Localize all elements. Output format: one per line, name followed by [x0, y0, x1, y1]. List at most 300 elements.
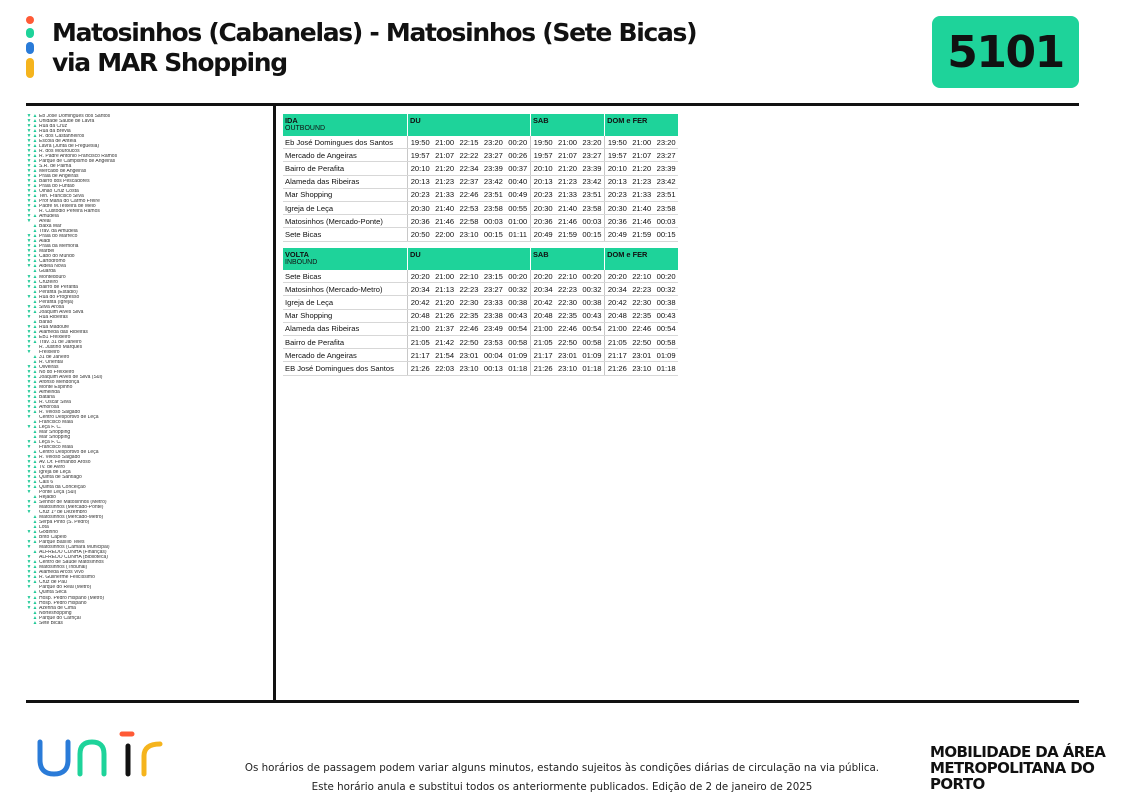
departure-time: 23:42 [481, 175, 505, 188]
departure-time: 01:00 [506, 215, 531, 228]
route-number: 5101 [947, 26, 1064, 78]
direction-arrow-icon: ▼▲ [26, 184, 38, 190]
direction-arrow-icon: ▲ [32, 429, 38, 435]
direction-arrow-icon: ▼▲ [26, 570, 38, 576]
departure-time: 00:15 [580, 228, 605, 241]
stop-name: Bairro de Perafita [39, 284, 78, 290]
departure-time: 22:58 [457, 215, 481, 228]
departure-time: 20:36 [605, 215, 630, 228]
departure-time: 21:40 [432, 201, 456, 214]
direction-arrow-icon: ▼▲ [26, 480, 38, 486]
direction-arrow-icon: ▼ [26, 209, 32, 215]
departure-time: 23:10 [555, 362, 579, 375]
departure-time: 20:10 [605, 162, 630, 175]
departure-time: 21:26 [408, 362, 433, 375]
departure-time: 21:46 [432, 215, 456, 228]
stop-name: Matosinhos (Câmara Municipal) [39, 545, 110, 551]
departure-time: 22:30 [457, 296, 481, 309]
departure-time: 23:49 [481, 322, 505, 335]
direction-arrow-icon: ▲ [32, 229, 38, 235]
departure-time: 23:20 [580, 136, 605, 149]
departure-time: 21:20 [432, 296, 456, 309]
direction-arrow-icon: ▼▲ [26, 194, 38, 200]
stop-name: Quinta Seca [39, 590, 67, 596]
departure-time: 01:09 [506, 349, 531, 362]
stop-list-item [26, 621, 272, 626]
departure-time: 23:10 [457, 228, 481, 241]
timetable-row [283, 270, 678, 283]
direction-arrow-icon: ▼▲ [26, 329, 38, 335]
stop-name: Parque do Real (Metro) [39, 585, 92, 591]
departure-time: 00:04 [481, 349, 505, 362]
departure-time: 00:58 [654, 335, 678, 348]
direction-arrow-icon: ▼▲ [26, 249, 38, 255]
departure-time: 21:07 [630, 149, 654, 162]
stop-name: Lota [39, 525, 49, 531]
departure-time: 22:15 [457, 136, 481, 149]
departure-time: 00:43 [654, 309, 678, 322]
timetable-header-row [283, 114, 678, 125]
direction-arrow-icon: ▼▲ [26, 164, 38, 170]
timetable-stop-name: EB José Domingues dos Santos [283, 362, 408, 375]
stop-name: Oliveiras [39, 364, 59, 370]
departure-time: 22:35 [457, 309, 481, 322]
stop-name: Igreja de Leça [39, 470, 71, 476]
direction-arrow-icon: ▲ [32, 289, 38, 295]
departure-time: 22:23 [630, 283, 654, 296]
direction-arrow-icon: ▼ [26, 314, 32, 320]
stop-name: ALFREDO CUNHA (Finanças) [39, 550, 107, 556]
departure-time: 23:58 [481, 201, 505, 214]
timetable-stop-name: Eb José Domingues dos Santos [283, 136, 408, 149]
direction-arrow-icon: ▼▲ [26, 119, 38, 125]
stop-name: R. Justino Marques [39, 344, 83, 350]
route-number-badge [932, 16, 1079, 88]
stop-name: Cruz 1º de Dezembro [39, 510, 87, 516]
departure-time: 21:59 [630, 228, 654, 241]
direction-arrow-icon: ▼▲ [26, 369, 38, 375]
direction-arrow-icon: ▼▲ [26, 475, 38, 481]
direction-arrow-icon: ▲ [32, 590, 38, 596]
departure-time: 21:33 [555, 188, 579, 201]
stop-name: Hosp. Pedro Hispano [39, 600, 87, 606]
stop-name: Amudela [39, 214, 59, 220]
departure-time: 22:10 [555, 270, 579, 283]
departure-time: 21:00 [605, 322, 630, 335]
direction-arrow-icon: ▲ [32, 610, 38, 616]
header-spacer [530, 125, 604, 136]
departure-time: 00:54 [580, 322, 605, 335]
departure-time: 20:36 [408, 215, 433, 228]
stop-name: Ponte Leça (Sul) [39, 490, 77, 496]
column-divider [273, 106, 276, 702]
timetable-stop-name: Igreja de Leça [283, 201, 408, 214]
departure-time: 20:30 [408, 201, 433, 214]
stop-name: Barão [39, 319, 53, 325]
direction-arrow-icon: ▼▲ [26, 470, 38, 476]
departure-time: 20:20 [605, 270, 630, 283]
departure-time: 00:13 [481, 362, 505, 375]
departure-time: 21:00 [530, 322, 555, 335]
stop-name: Praia de Angeiras [39, 174, 79, 180]
direction-arrow-icon: ▼▲ [26, 334, 38, 340]
dot-blue [26, 42, 34, 54]
timetable-row [283, 283, 678, 296]
departure-time: 19:50 [408, 136, 433, 149]
timetable-subheader-row [283, 125, 678, 136]
departure-time: 22:53 [457, 201, 481, 214]
departure-time: 20:10 [408, 162, 433, 175]
departure-time: 23:01 [457, 349, 481, 362]
direction-arrow-icon: ▼▲ [26, 575, 38, 581]
direction-arrow-icon: ▲ [32, 495, 38, 501]
page-title [52, 18, 696, 78]
departure-time: 22:37 [457, 175, 481, 188]
departure-time: 00:38 [654, 296, 678, 309]
direction-arrow-icon: ▲ [32, 515, 38, 521]
timetable-row [283, 149, 678, 162]
stop-name: Cais 6 [39, 480, 54, 486]
direction-arrow-icon: ▼ [26, 505, 32, 511]
stop-name: R. dos Mouroucos [39, 149, 80, 155]
departure-time: 20:42 [530, 296, 555, 309]
departure-time: 00:38 [580, 296, 605, 309]
stop-name: Freixieiro [39, 349, 60, 355]
stop-name: Rua da Brêvia [39, 129, 71, 135]
timetable-row [283, 201, 678, 214]
departure-time: 00:20 [654, 270, 678, 283]
stop-name: Nó do Freixieiro [39, 369, 75, 375]
departure-time: 22:22 [457, 149, 481, 162]
stop-name: Parque do Carriçal [39, 615, 81, 621]
departure-time: 21:33 [432, 188, 456, 201]
timetable-row [283, 309, 678, 322]
header-spacer [605, 125, 679, 136]
direction-arrow-icon: ▼▲ [26, 129, 38, 135]
stop-name: Hosp. Pedro Hispano (Metro) [39, 595, 105, 601]
stop-name: Rua Madoufe [39, 324, 70, 330]
departure-time: 21:33 [630, 188, 654, 201]
footer-note [236, 759, 888, 797]
logo-letter-r [144, 744, 160, 774]
departure-time: 19:50 [530, 136, 555, 149]
group-du: DU [408, 248, 531, 259]
stop-name: R. Veloso Salgado [39, 455, 81, 461]
direction-arrow-icon: ▼▲ [26, 214, 38, 220]
direction-arrow-icon: ▼▲ [26, 364, 38, 370]
departure-time: 20:20 [530, 270, 555, 283]
timetable-row [283, 162, 678, 175]
stop-name: Brito Capelo [39, 535, 67, 541]
departure-time: 01:09 [580, 349, 605, 362]
departure-time: 23:39 [481, 162, 505, 175]
group-sab: SAB [530, 114, 604, 125]
direction-arrow-icon: ▼▲ [26, 409, 38, 415]
departure-time: 20:42 [408, 296, 433, 309]
stop-name: Matosinhos (Mercado-Metro) [39, 515, 104, 521]
departure-time: 00:15 [481, 228, 505, 241]
departure-time: 20:23 [408, 188, 433, 201]
direction-arrow-icon: ▼▲ [26, 560, 38, 566]
departure-time: 22:23 [457, 283, 481, 296]
departure-time: 23:10 [457, 362, 481, 375]
direction-arrow-icon: ▼▲ [26, 384, 38, 390]
stop-name: Bataria [39, 394, 55, 400]
direction-arrow-icon: ▼▲ [26, 399, 38, 405]
top-divider [26, 103, 1079, 106]
timetable-stop-name: Matosinhos (Mercado-Metro) [283, 283, 408, 296]
direction-arrow-icon: ▼▲ [26, 595, 38, 601]
stop-name: Lavra (Junta de Freguesia) [39, 144, 100, 150]
departure-time: 21:26 [530, 362, 555, 375]
departure-time: 20:23 [530, 188, 555, 201]
timetable-row [283, 349, 678, 362]
departure-time: 23:42 [654, 175, 678, 188]
direction-arrow-icon: ▼ [26, 545, 32, 551]
timetable-header-row [283, 248, 678, 259]
stop-name: Padre M.Teixeira de Melo [39, 204, 96, 210]
stop-name: Cartódromo [39, 259, 66, 265]
departure-time: 22:23 [555, 283, 579, 296]
direction-arrow-icon: ▼▲ [26, 394, 38, 400]
bottom-divider [26, 700, 1079, 703]
departure-time: 21:00 [432, 270, 456, 283]
departure-time: 22:10 [630, 270, 654, 283]
stop-name: Baixa Mar [39, 224, 62, 230]
stop-name: 31 de Janeiro [39, 354, 70, 360]
direction-arrow-icon: ▼▲ [26, 455, 38, 461]
stop-name: Leça F. C. [39, 440, 62, 446]
direction-arrow-icon: ▼▲ [26, 189, 38, 195]
departure-time: 21:20 [432, 162, 456, 175]
stop-name: Senhor de Matosinhos (Metro) [39, 500, 107, 506]
direction-arrow-icon: ▼▲ [26, 440, 38, 446]
departure-time: 19:57 [605, 149, 630, 162]
departure-time: 21:05 [605, 335, 630, 348]
departure-time: 21:17 [605, 349, 630, 362]
departure-time: 21:00 [630, 136, 654, 149]
stop-name: Trav. da Amudela [39, 229, 78, 235]
direction-arrow-icon: ▼▲ [26, 139, 38, 145]
stop-name: Prof Maria do Carmo Freire [39, 199, 100, 205]
departure-time: 00:20 [506, 270, 531, 283]
direction-arrow-icon: ▼▲ [26, 465, 38, 471]
departure-time: 21:23 [555, 175, 579, 188]
departure-time: 22:35 [630, 309, 654, 322]
departure-time: 20:42 [605, 296, 630, 309]
outbound-timetable [283, 114, 678, 242]
stop-name: Cabo do Mundo [39, 254, 75, 260]
direction-arrow-icon: ▼▲ [26, 159, 38, 165]
direction-arrow-icon: ▲ [32, 620, 38, 626]
departure-time: 22:00 [432, 228, 456, 241]
stop-name: Almeirida [39, 389, 60, 395]
departure-time: 00:20 [506, 136, 531, 149]
timetable-stop-name: Bairro de Perafita [283, 335, 408, 348]
departure-time: 20:20 [408, 270, 433, 283]
stop-name: Matosinhos (Tribunal) [39, 565, 88, 571]
direction-arrow-icon: ▲ [32, 224, 38, 230]
departure-time: 21:07 [432, 149, 456, 162]
timetable-stop-name: Sete Bicas [283, 228, 408, 241]
departure-time: 23:27 [481, 283, 505, 296]
departure-time: 22:46 [457, 322, 481, 335]
departure-time: 00:55 [506, 201, 531, 214]
timetable-stop-name: Mercado de Angeiras [283, 349, 408, 362]
departure-time: 20:49 [605, 228, 630, 241]
inbound-timetable [283, 248, 678, 376]
stop-name: Cruz de Pau [39, 580, 67, 586]
departure-time: 00:32 [654, 283, 678, 296]
departure-time: 21:20 [630, 162, 654, 175]
stop-name: Matosinhos (Mercado-Ponte) [39, 505, 104, 511]
departure-time: 20:13 [530, 175, 555, 188]
direction-arrow-icon: ▼▲ [26, 294, 38, 300]
title-line-1: Matosinhos (Cabanelas) - Matosinhos (Sete Bicas) [52, 18, 697, 47]
direction-sublabel: INBOUND [283, 259, 408, 270]
departure-time: 21:00 [432, 136, 456, 149]
departure-time: 21:07 [555, 149, 579, 162]
departure-time: 20:36 [530, 215, 555, 228]
timetable-stop-name: Alameda das Ribeiras [283, 322, 408, 335]
stop-name: Areal [39, 219, 51, 225]
departure-time: 23:15 [481, 270, 505, 283]
departure-time: 23:58 [654, 201, 678, 214]
direction-arrow-icon: ▼▲ [26, 404, 38, 410]
stop-name: Alameda das Ribeiras [39, 329, 88, 335]
direction-arrow-icon: ▲ [32, 269, 38, 275]
departure-time: 21:17 [408, 349, 433, 362]
stop-name: Guarda [39, 269, 56, 275]
direction-arrow-icon: ▼▲ [26, 149, 38, 155]
departure-time: 20:48 [530, 309, 555, 322]
direction-arrow-icon: ▼▲ [26, 169, 38, 175]
departure-time: 23:27 [654, 149, 678, 162]
stop-name: Quinta de Santiago [39, 475, 82, 481]
direction-arrow-icon: ▲ [32, 450, 38, 456]
departure-time: 23:27 [580, 149, 605, 162]
departure-time: 23:27 [481, 149, 505, 162]
direction-arrow-icon: ▼ [26, 585, 32, 591]
departure-time: 19:57 [408, 149, 433, 162]
stop-name: Perafita (Estádio) [39, 289, 78, 295]
stop-name: Ten. Francisco Silva [39, 194, 84, 200]
direction-arrow-icon: ▼▲ [26, 174, 38, 180]
departure-time: 21:40 [630, 201, 654, 214]
departure-time: 23:39 [654, 162, 678, 175]
stop-name: Silva Arosa [39, 304, 65, 310]
departure-time: 21:05 [530, 335, 555, 348]
header-spacer [605, 259, 679, 270]
stop-name: Unidade Saúde de Lavra [39, 119, 95, 125]
stop-name: Rua Ribeiras [39, 314, 68, 320]
departure-time: 22:35 [555, 309, 579, 322]
timetable-row [283, 296, 678, 309]
timetable-stop-name: Mar Shopping [283, 188, 408, 201]
timetable-stop-name: Matosinhos (Mercado-Ponte) [283, 215, 408, 228]
direction-arrow-icon: ▲ [32, 535, 38, 541]
departure-time: 00:03 [654, 215, 678, 228]
header-spacer [530, 259, 604, 270]
stop-name: Centro Desportivo de Leça [39, 414, 99, 420]
direction-arrow-icon: ▼▲ [26, 239, 38, 245]
title-line-2: via MAR Shopping [52, 48, 287, 77]
stop-name: Centro de Saúde Matosinhos [39, 560, 104, 566]
stop-name: Joaquim Alves Silva [39, 309, 84, 315]
departure-time: 23:38 [481, 309, 505, 322]
departure-time: 21:46 [555, 215, 579, 228]
stop-name: Francisco Maia [39, 445, 73, 451]
stop-name: Olhão Cruz Costa [39, 189, 79, 195]
departure-time: 21:42 [432, 335, 456, 348]
stop-name: Centro Desportivo de Leça [39, 450, 99, 456]
stop-name: Escola de Antela [39, 139, 77, 145]
stop-name: Mercado de Angeiras [39, 169, 87, 175]
dot-yellow [26, 58, 34, 78]
departure-time: 01:18 [580, 362, 605, 375]
stop-list [26, 114, 272, 626]
departure-time: 00:58 [506, 335, 531, 348]
departure-time: 00:43 [580, 309, 605, 322]
departure-time: 00:43 [506, 309, 531, 322]
departure-time: 21:17 [530, 349, 555, 362]
stop-name: Eb José Domingues dos Santos [39, 114, 111, 119]
direction-arrow-icon: ▼▲ [26, 339, 38, 345]
stop-name: Tv. de Aviro [39, 465, 65, 471]
unir-logo-icon [36, 730, 172, 780]
dot-orange [26, 16, 34, 24]
direction-arrow-icon: ▼ [26, 490, 32, 496]
direction-arrow-icon: ▼▲ [26, 134, 38, 140]
departure-time: 22:03 [432, 362, 456, 375]
direction-arrow-icon: ▼ [26, 349, 32, 355]
direction-arrow-icon: ▼▲ [26, 254, 38, 260]
departure-time: 23:51 [654, 188, 678, 201]
direction-arrow-icon: ▲ [32, 615, 38, 621]
direction-arrow-icon: ▼▲ [26, 605, 38, 611]
timetable-stop-name: Igreja de Leça [283, 296, 408, 309]
timetable-row [283, 228, 678, 241]
direction-arrow-icon: ▲ [32, 435, 38, 440]
departure-time: 22:46 [457, 188, 481, 201]
timetable-row [283, 136, 678, 149]
departure-time: 01:18 [506, 362, 531, 375]
departure-time: 00:49 [506, 188, 531, 201]
departure-time: 20:23 [605, 188, 630, 201]
direction-label: IDA [283, 114, 408, 125]
stop-name: Mar Shopping [39, 429, 71, 435]
departure-time: 01:11 [506, 228, 531, 241]
brand-dots-icon [26, 16, 34, 78]
direction-arrow-icon: ▲ [32, 550, 38, 556]
departure-time: 23:58 [580, 201, 605, 214]
departure-time: 20:34 [530, 283, 555, 296]
direction-arrow-icon: ▼ [26, 219, 32, 225]
departure-time: 22:34 [457, 162, 481, 175]
departure-time: 00:26 [506, 149, 531, 162]
departure-time: 21:46 [630, 215, 654, 228]
direction-arrow-icon: ▼▲ [26, 279, 38, 285]
stop-name: Praia do Funtão [39, 184, 75, 190]
departure-time: 20:13 [408, 175, 433, 188]
direction-arrow-icon: ▼▲ [26, 154, 38, 160]
stop-name: ALFREDO CUNHA (Biblioteca) [39, 555, 108, 561]
departure-time: 20:50 [408, 228, 433, 241]
stop-name: R. Óscar Silva [39, 399, 71, 405]
departure-time: 23:33 [481, 296, 505, 309]
departure-time: 23:10 [630, 362, 654, 375]
departure-time: 21:37 [432, 322, 456, 335]
